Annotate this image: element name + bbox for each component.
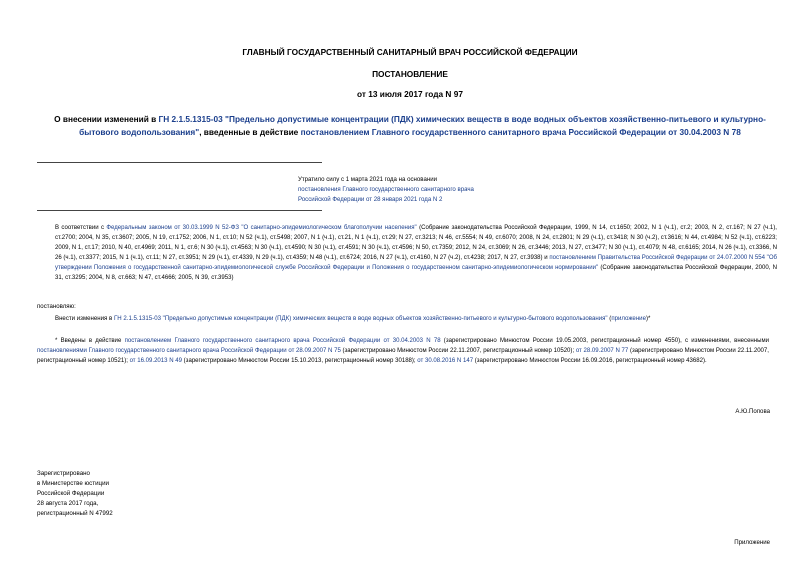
footnote (37, 336, 769, 366)
resolve-label: постановляю: (37, 303, 76, 310)
signature: А.Ю.Попова (735, 408, 770, 415)
footnote-link[interactable]: от 28.09.2007 N 77 (575, 348, 629, 355)
resolve-text: Внести изменения в (55, 315, 114, 322)
issuing-authority: ГЛАВНЫЙ ГОСУДАРСТВЕННЫЙ САНИТАРНЫЙ ВРАЧ РОССИЙСКОЙ ФЕДЕРАЦИИ (242, 47, 578, 57)
federal-law-link[interactable]: Федеральным законом от 30.03.1999 N 52-ФЗ "О санитарно-эпидемиологическом благополучии населения" (106, 225, 417, 231)
registration-line: 28 августа 2017 года, (37, 500, 99, 507)
divider-top (37, 162, 322, 163)
gn-link[interactable]: ГН 2.1.5.1315-03 "Предельно допустимые концентрации (ПДК) химических веществ в воде водных объектов хозяйственно-питьевого и культурно-бытового водопользования" (113, 315, 608, 322)
footnote-text: (зарегистрировано Минюстом России 16.09.2016, регистрационный номер 43682). (473, 358, 707, 365)
divider-bottom (37, 210, 322, 211)
document-title (40, 113, 780, 138)
footnote-text: (зарегистрировано Минюстом России 15.10.2013, регистрационный номер 30188); (181, 358, 418, 365)
lost-force-note (298, 175, 474, 205)
resolve-text: )* (645, 315, 651, 322)
resolve-text: ( (607, 315, 612, 322)
lost-force-link[interactable]: Российской Федерации от 28 января 2021 года N 2 (298, 196, 443, 203)
preamble-text: (Собрание законодательства Российской Федерации, 2000, N 31, ст.3295; 2004, N 8, ст.663; N 47, ст.4666; 2005, N 39, ст.3953) (55, 265, 777, 282)
preamble-text: (Собрание законодательства Российской Федерации, 1999, N 14, ст.1650; 2002, N 1 (ч.1), ст.2; 2003, N 2, ст.167; N 27 (ч.1), ст.2700; 2004, N 35, ст.3607; 2005, N 19, ст.1752; 2006, N 1, ст.10; N 52 (ч.1), ст.5498; 2007, N 1 (ч.1), ст.21, N 1 (ч.1), ст.29; N 27, ст.3213; N 46, ст.5554; N 49, ст.6070; 2008, N 24, ст.2801; N 29 (ч.1), ст.3418; N 30 (ч.2), ст.3616; N 44, ст.4984; N 52 (ч.1), ст.6223; 2009, N 1, ст.17; 2010, N 40, ст.4969; 2011, N 1, ст.6; N 30 (ч.1), ст.4563; N 30 (ч.1), ст.4590; N 30 (ч.1), ст.4591; N 30 (ч.1), ст.4596; N 50, ст.7359; 2012, N 24, ст.3069; N 26, ст.3446; 2013, N 27, ст.3477; N 30 (ч.1), ст.4079; N 48, ст.6165; 2014, N 26 (ч.1), ст.3366, N 26 (ч.1), ст.3377; 2015, N 1 (ч.1), ст.11; N 27, ст.3951; N 29 (ч.1), ст.4339, N 29 (ч.1), ст.4359; N 48 (ч.1), ст.6724; 2016, N 27 (ч.1), ст.4160, N 27 (ч.2), ст.4238; 2017, N 27, ст.3938) и (55, 225, 777, 262)
appendix-link[interactable]: приложение (611, 315, 646, 322)
title-link-resolution[interactable]: постановлением Главного государственного санитарного врача Российской Федерации от 30.04.2003 N 78 (300, 126, 741, 137)
lost-force-text: Утратило силу с 1 марта 2021 года на основании (298, 176, 438, 183)
footnote-text: * Введены в действие (55, 338, 125, 344)
resolve-paragraph (55, 314, 650, 324)
preamble-paragraph (55, 223, 777, 284)
government-resolution-link[interactable]: постановлением Правительства Российской Федерации от 24.07.2000 N 554 "Об утверждении Положения о государственной санитарно-эпидемиологической службе Российской Федерации и Положения о государственном санитарно-эпидемиологическом нормировании" (55, 255, 778, 272)
document-date-number: от 13 июля 2017 года N 97 (357, 89, 463, 99)
title-link-gn[interactable]: ГН 2.1.5.1315-03 "Предельно допустимые концентрации (ПДК) химических веществ в воде водных объектов хозяйственно-питьевого и культурно-бытового водопользования" (79, 114, 766, 137)
footnote-link[interactable]: от 30.08.2016 N 147 (417, 358, 474, 365)
footnote-link[interactable]: постановлениями Главного государственного санитарного врача Российской Федерации от 28.09.2007 N 75 (37, 348, 341, 355)
footnote-link[interactable]: от 16.09.2013 N 49 (129, 358, 182, 365)
title-text: , введенные в действие (199, 126, 301, 137)
footnote-text: (зарегистрировано Минюстом России 22.11.2007, регистрационный номер 10520); (340, 348, 576, 355)
registration-line: Российской Федерации (37, 490, 105, 497)
footnote-text: (зарегистрировано Минюстом России 22.11.2007, регистрационный номер 10521); (37, 348, 769, 365)
preamble-text: В соответствии с (55, 225, 107, 231)
footnote-link[interactable]: постановлением Главного государственного санитарного врача Российской Федерации от 30.04.2003 N 78 (124, 338, 441, 344)
title-text: О внесении изменений в (54, 114, 159, 124)
appendix-label: Приложение (734, 539, 770, 546)
document-type: ПОСТАНОВЛЕНИЕ (372, 69, 448, 79)
registration-line: Зарегистрировано (37, 470, 90, 477)
lost-force-link[interactable]: постановления Главного государственного санитарного врача (298, 186, 474, 193)
footnote-text: (зарегистрировано Минюстом России 19.05.2003, регистрационный номер 4550), с изменениями, внесенными (440, 338, 769, 344)
registration-line: регистрационный N 47992 (37, 510, 113, 517)
registration-block (37, 469, 113, 519)
registration-line: в Министерстве юстиции (37, 480, 110, 487)
